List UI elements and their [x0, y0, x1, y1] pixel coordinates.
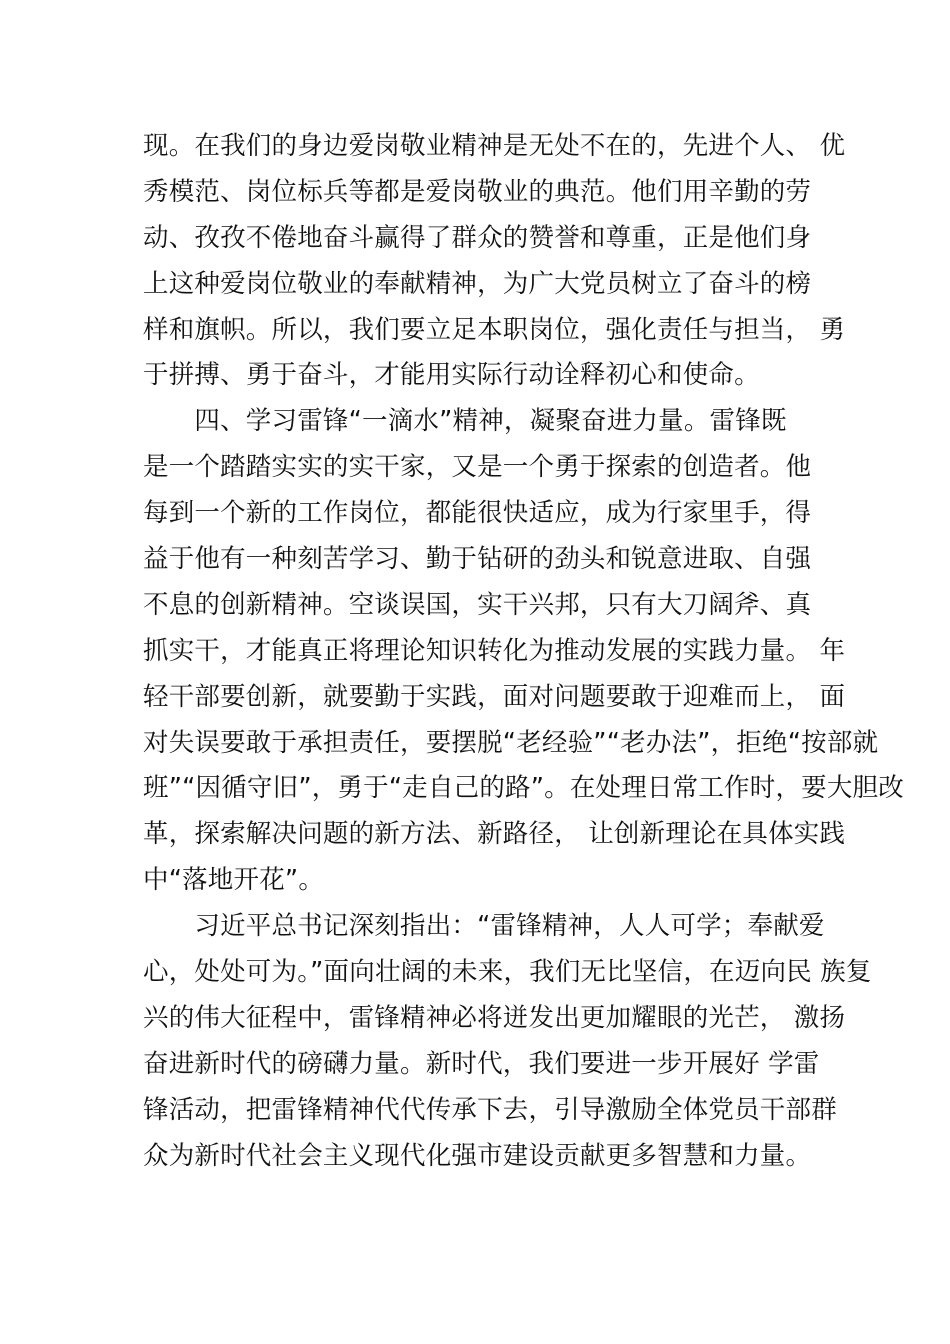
- text-line: 上这种爱岗位敬业的奉献精神，为广大党员树立了奋斗的榜: [143, 268, 812, 299]
- text-line: 抓实干，才能真正将理论知识转化为推动发展的实践力量。 年: [143, 635, 846, 666]
- text-line: 秀模范、岗位标兵等都是爱岗敬业的典范。他们用辛勤的劳: [143, 176, 812, 207]
- section-four-heading-line: 四、学习雷锋“一滴水”精神，凝聚奋进力量。雷锋既: [143, 406, 787, 437]
- text-line: 轻干部要创新，就要勤于实践，面对问题要敢于迎难而上， 面: [143, 681, 846, 712]
- text-line: 现。在我们的身边爱岗敬业精神是无处不在的，先进个人、 优: [143, 131, 846, 161]
- body-text: [143, 124, 904, 1179]
- text-line: 众为新时代社会主义现代化强市建设贡献更多智慧和力量。: [143, 1140, 812, 1171]
- text-line: 班”“因循守旧”，勇于“走自己的路”。在处理日常工作时，要大胆改: [143, 773, 904, 804]
- text-line: 锋活动，把雷锋精神代代传承下去，引导激励全体党员干部群: [143, 1094, 837, 1125]
- text-line: 每到一个新的工作岗位，都能很快适应，成为行家里手，得: [143, 498, 812, 529]
- text-line: 对失误要敢于承担责任，要摆脱“老经验”“老办法”，拒绝“按部就: [143, 727, 879, 758]
- text-line: 心，处处可为。”面向壮阔的未来，我们无比坚信，在迈向民 族复: [143, 957, 872, 988]
- text-line: 奋进新时代的磅礴力量。新时代，我们要进一步开展好 学雷: [143, 1048, 820, 1079]
- text-line: 是一个踏踏实实的实干家，又是一个勇于探索的创造者。他: [143, 452, 812, 483]
- text-line: 中“落地开花”。: [143, 865, 325, 896]
- text-line: 益于他有一种刻苦学习、勤于钻研的劲头和锐意进取、自强: [143, 544, 812, 575]
- text-line: 于拼搏、勇于奋斗，才能用实际行动诠释初心和使命。: [143, 360, 760, 391]
- text-line: 不息的创新精神。空谈误国，实干兴邦，只有大刀阔斧、真: [143, 589, 812, 620]
- text-line: 兴的伟大征程中，雷锋精神必将迸发出更加耀眼的光芒， 激扬: [143, 1002, 846, 1033]
- text-line: 样和旗帜。所以，我们要立足本职岗位，强化责任与担当， 勇: [143, 314, 846, 345]
- text-line: 动、孜孜不倦地奋斗赢得了群众的赞誉和尊重，正是他们身: [143, 222, 812, 253]
- closing-paragraph-line: 习近平总书记深刻指出：“雷锋精神，人人可学；奉献爱: [143, 911, 825, 942]
- text-line: 革，探索解决问题的新方法、新路径， 让创新理论在具体实践: [143, 819, 846, 850]
